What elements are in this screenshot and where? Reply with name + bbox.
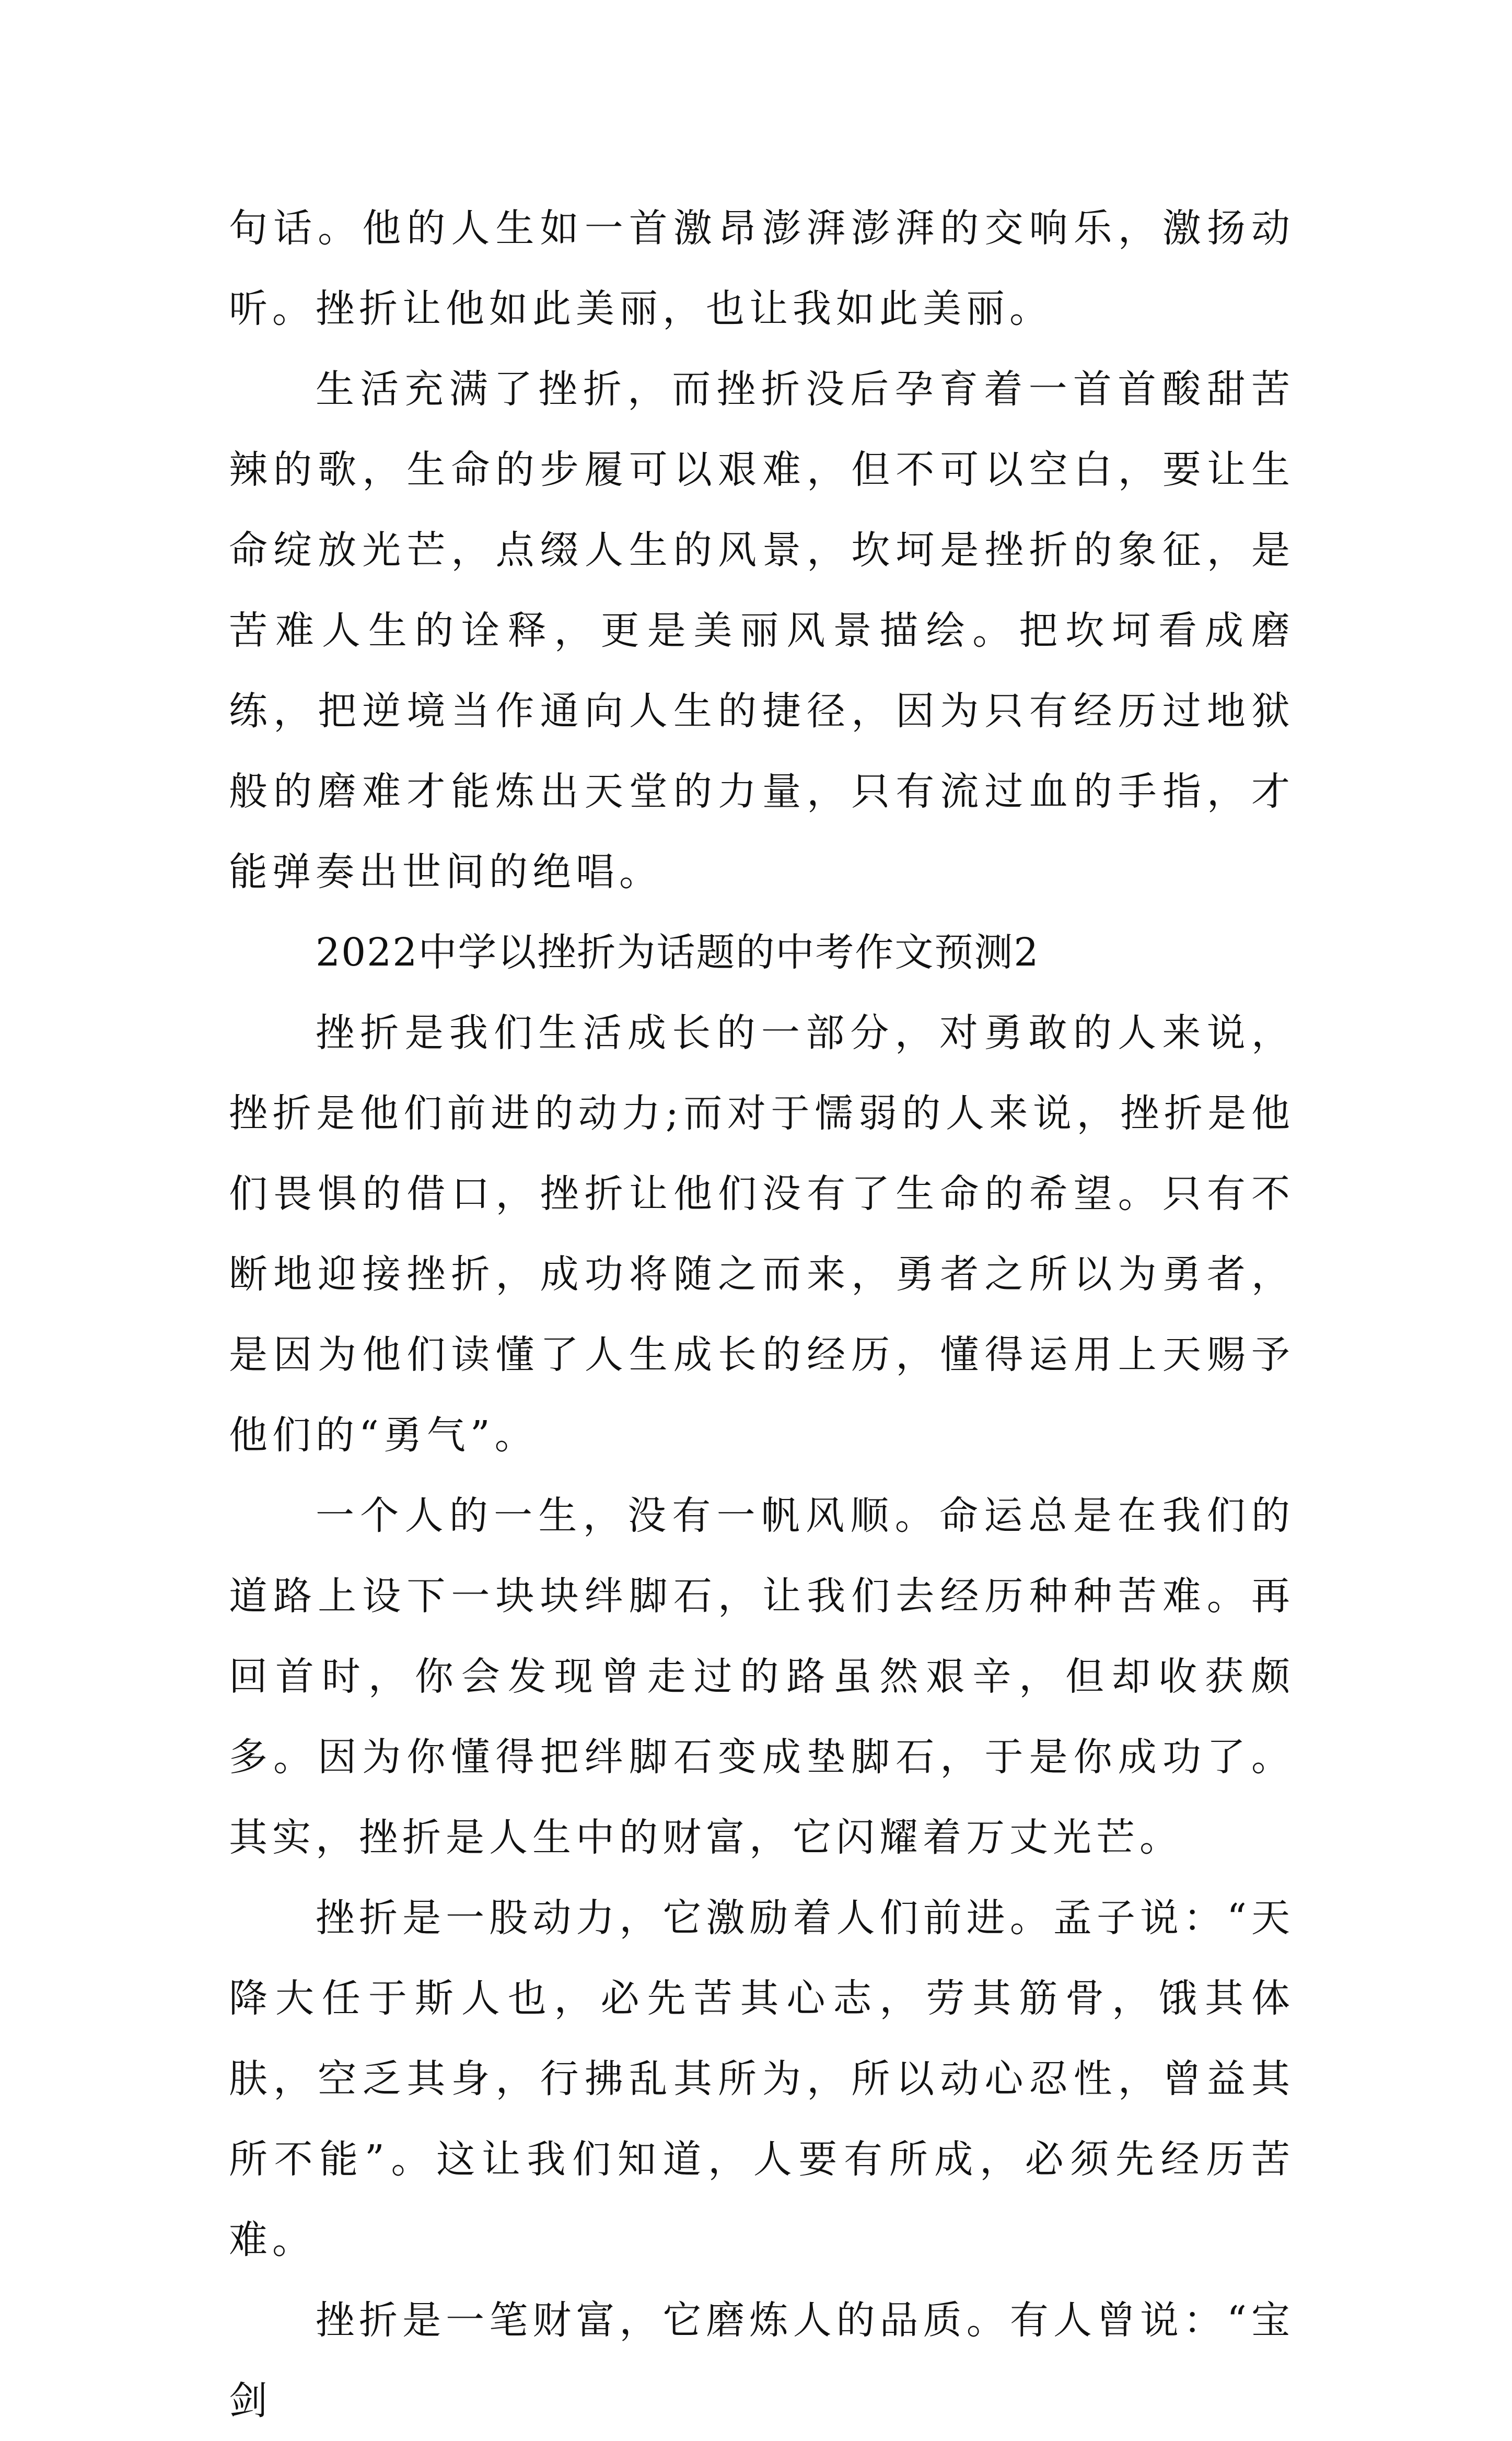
paragraph-life-full-of-setbacks: 生活充满了挫折，而挫折没后孕育着一首首酸甜苦辣的歌，生命的步履可以艰难，但不可以空白，要让生命绽放光芒，点缀人生的风景，坎坷是挫折的象征，是苦难人生的诠释，更是美丽风景描绘。把坎坷看成磨练，把逆境当作通向人生的捷径，因为只有经历过地狱般的磨难才能炼出天堂的力量，只有流过血的手指，才能弹奏出世间的绝唱。 <box>229 367 1295 894</box>
paragraph-setback-is-wealth: 挫折是一笔财富，它磨炼人的品质。有人曾说：“宝剑 <box>229 2298 1295 2423</box>
paragraph-setbacks-part-of-growth: 挫折是我们生活成长的一部分，对勇敢的人来说，挫折是他们前进的动力;而对于懦弱的人来说，挫折是他们畏惧的借口，挫折让他们没有了生命的希望。只有不断地迎接挫折，成功将随之而来，勇者之所以为勇者，是因为他们读懂了人生成长的经历，懂得运用上天赐予他们的“勇气”。 <box>229 1010 1295 1458</box>
essay-heading: 2022中学以挫折为话题的中考作文预测2 <box>316 930 1040 975</box>
document-body <box>229 188 1295 2441</box>
paragraph-setback-is-motivation: 挫折是一股动力，它激励着人们前进。孟子说：“天降大任于斯人也，必先苦其心志，劳其筋骨，饿其体肤，空乏其身，行拂乱其所为，所以动心忍性，曾益其所不能”。这让我们知道，人要有所成，必须先经历苦难。 <box>229 1896 1295 2262</box>
paragraph-continuation: 句话。他的人生如一首激昂澎湃澎湃的交响乐，激扬动听。挫折让他如此美丽，也让我如此美丽。 <box>229 206 1295 331</box>
paragraph-life-not-smooth: 一个人的一生，没有一帆风顺。命运总是在我们的道路上设下一块块绊脚石，让我们去经历种种苦难。再回首时，你会发现曾走过的路虽然艰辛，但却收获颇多。因为你懂得把绊脚石变成垫脚石，于是你成功了。其实，挫折是人生中的财富，它闪耀着万丈光芒。 <box>229 1493 1295 1860</box>
